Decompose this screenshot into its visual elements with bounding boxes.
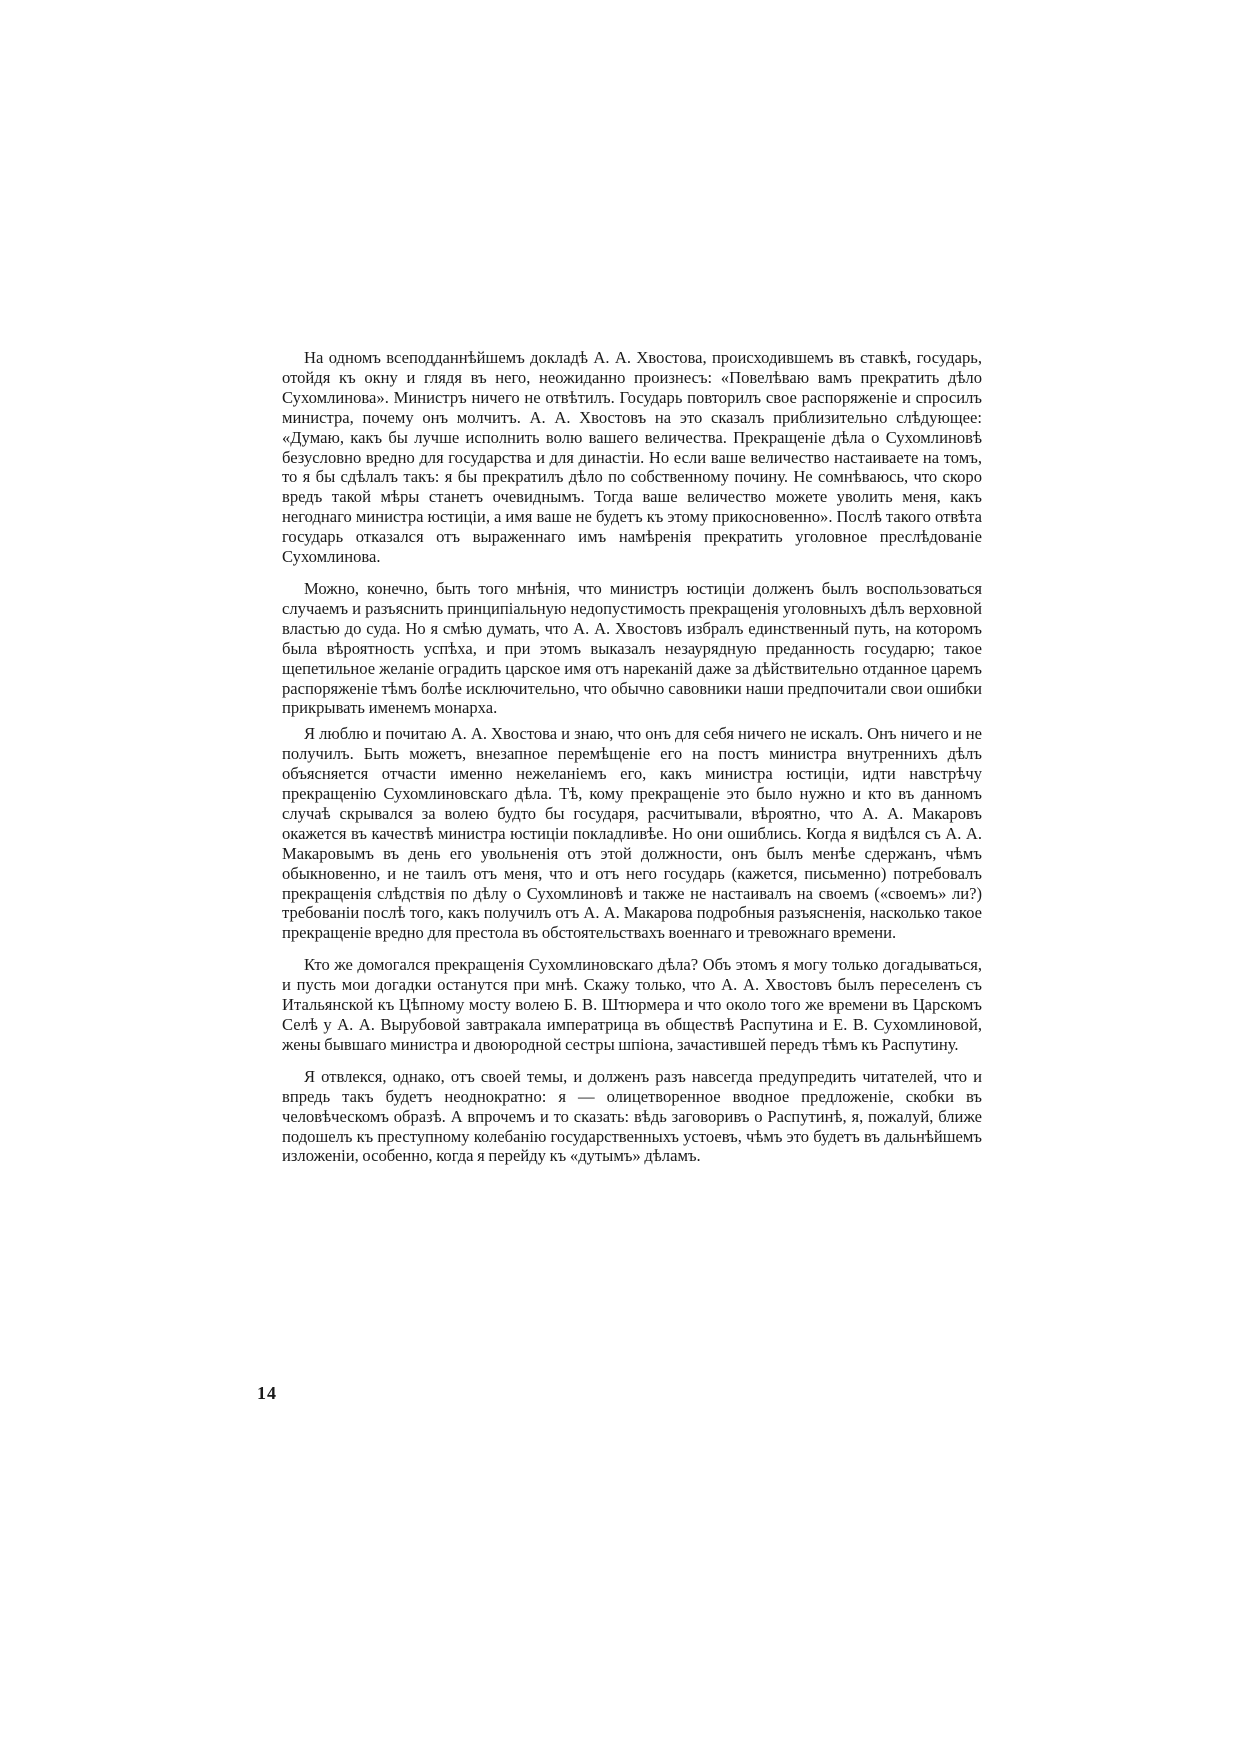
paragraph-4: Кто же домогался прекращенія Сухомлиновскаго дѣла? Объ этомъ я могу только догадываться, и пусть мои догадки останутся при мнѣ. Скажу только, что А. А. Хвостовъ былъ переселенъ съ Итальянской къ Цѣпному мосту волею Б. В. Штюрмера и что около того же времени въ Царскомъ Селѣ у А. А. Вырубовой завтракала императрица въ обществѣ Распутина и Е. В. Сухомлиновой, жены бывшаго министра и двоюродной сестры шпіона, зачастившей передъ тѣмъ къ Распутину. [282, 955, 982, 1054]
body-text [282, 348, 982, 1166]
paragraph-2: Можно, конечно, быть того мнѣнія, что министръ юстиціи долженъ былъ воспользоваться случаемъ и разъяснить принципіальную недопустимость прекращенія уголовныхъ дѣлъ верховной властью до суда. Но я смѣю думать, что А. А. Хвостовъ избралъ единственный путь, на которомъ была вѣроятность успѣха, и при этомъ выказалъ незаурядную преданность государю; такое щепетильное желаніе оградить царское имя отъ нареканій даже за дѣйствительно отданное царемъ распоряженіе тѣмъ болѣе исключительно, что обычно савовники наши предпочитали свои ошибки прикрывать именемъ монарха. [282, 578, 982, 718]
paragraph-5: Я отвлекся, однако, отъ своей темы, и долженъ разъ навсегда предупредить читателей, что и впредь такъ будетъ неоднократно: я — олицетворенное вводное предложеніе, скобки въ человѣческомъ образѣ. А впрочемъ и то сказать: вѣдь заговоривъ о Распутинѣ, я, пожалуй, ближе подошелъ къ преступному колебанію государственныхъ устоевъ, чѣмъ это будетъ въ дальнѣйшемъ изложеніи, особенно, когда я перейду къ «дутымъ» дѣламъ. [282, 1066, 982, 1166]
page-number: 14 [257, 1383, 277, 1403]
paragraph-3: Я люблю и почитаю А. А. Хвостова и знаю, что онъ для себя ничего не искалъ. Онъ ничего и не получилъ. Быть можетъ, внезапное перемѣщеніе его на постъ министра внутреннихъ дѣлъ объясняется отчасти именно нежеланіемъ его, какъ министра юстиціи, идти навстрѣчу прекращенію Сухомлиновскаго дѣла. Тѣ, кому прекращеніе это было нужно и кто въ данномъ случаѣ скрывался за волею будто бы государя, расчитывали, вѣроятно, что А. А. Макаровъ окажется въ качествѣ министра юстиціи покладливѣе. Но они ошиблись. Когда я видѣлся съ А. А. Макаровымъ въ день его увольненія отъ этой должности, онъ былъ менѣе сдержанъ, чѣмъ обыкновенно, и не таилъ отъ меня, что и отъ него государь (кажется, письменно) потребовалъ прекращенія слѣдствія по дѣлу о Сухомлиновѣ и также не настаивалъ на своемъ («своемъ» ли?) требованіи послѣ того, какъ получилъ отъ А. А. Макарова подробныя разъясненія, насколько такое прекращеніе вредно для престола въ обстоятельствахъ военнаго и тревожнаго времени. [282, 724, 982, 943]
paragraph-1: На одномъ всеподданнѣйшемъ докладѣ А. А. Хвостова, происходившемъ въ ставкѣ, государь, отойдя къ окну и глядя въ него, неожиданно произнесъ: «Повелѣваю вамъ прекратить дѣло Сухомлинова». Министръ ничего не отвѣтилъ. Государь повторилъ свое распоряженіе и спросилъ министра, почему онъ молчитъ. А. А. Хвостовъ на это сказалъ приблизительно слѣдующее: «Думаю, какъ бы лучше исполнить волю вашего величества. Прекращеніе дѣла о Сухомлиновѣ безусловно вредно для государства и для династіи. Но если ваше величество настаиваете на томъ, то я бы сдѣлалъ такъ: я бы прекратилъ дѣло по собственному почину. Не сомнѣваюсь, что скоро вредъ такой мѣры станетъ очевиднымъ. Тогда ваше величество можете уволить меня, какъ негоднаго министра юстиціи, а имя ваше не будетъ къ этому прикосновенно». Послѣ такого отвѣта государь отказался отъ выраженнаго имъ намѣренія прекратить уголовное преслѣдованіе Сухомлинова. [282, 348, 982, 567]
